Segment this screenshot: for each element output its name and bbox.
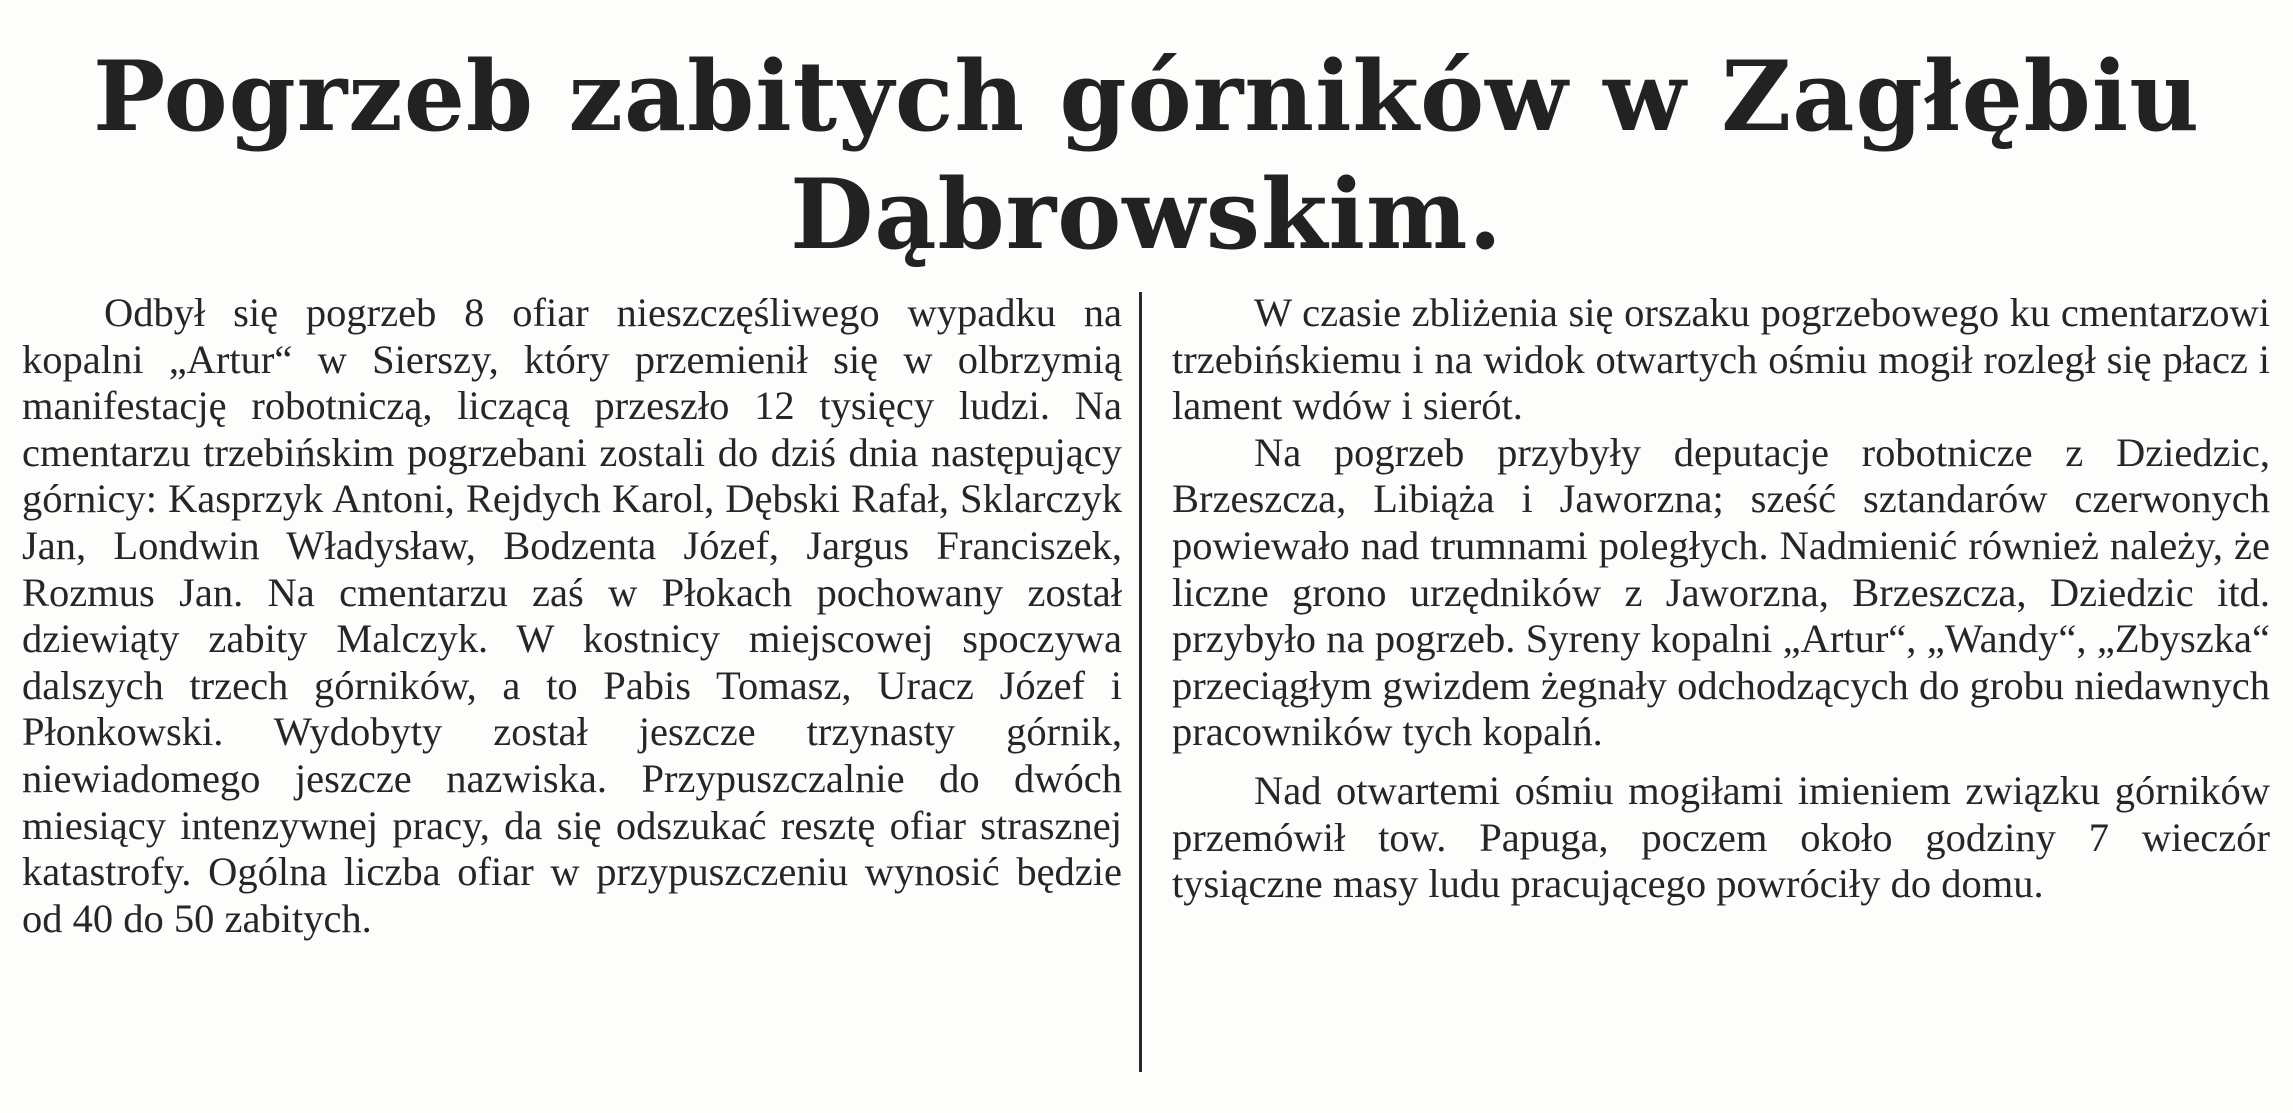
left-paragraph-1: Odbył się pogrzeb 8 ofiar nieszczęśliwego wypadku na kopalni „Artur“ w Sierszy, który przemienił się w olbrzymią manifestację robotniczą, liczącą przeszło 12 tysięcy ludzi. Na cmentarzu trzebińskim pogrzebani zostali do dziś dnia następujący górnicy: Kasprzyk Antoni, Rejdych Karol, Dębski Rafał, Sklarczyk Jan, Londwin Władysław, Bodzenta Józef, Jargus Franciszek, Rozmus Jan. Na cmentarzu zaś w Płokach pochowany został dziewiąty zabity Malczyk. W kostnicy miejscowej spoczywa dalszych trzech górników, a to Pabis Tomasz, Uracz Józef i Płonkowski. Wydobyty został jeszcze trzynasty górnik, niewiadomego jeszcze nazwiska. Przypuszczalnie do dwóch miesiący intenzywnej pracy, da się odszukać resztę ofiar strasznej katastrofy. Ogólna liczba ofiar w przypuszczeniu wynosić będzie od 40 do 50 zabitych. [22, 290, 1122, 941]
right-column [1172, 290, 2270, 908]
headline-line-1: Pogrzeb zabitych górników w Zagłębiu [92, 40, 2201, 153]
right-paragraph-1: W czasie zbliżenia się orszaku pogrzebowego ku cmentarzowi trzebińskiemu i na widok otwartych ośmiu mogił rozległ się płacz i lament wdów i sierót. [1172, 290, 2270, 429]
headline [20, 38, 2273, 274]
right-paragraph-2: Na pogrzeb przybyły deputacje robotnicze z Dziedzic, Brzeszcza, Libiąża i Jaworzna; sześć sztandarów czerwonych powiewało nad trumnami poległych. Nadmienić również należy, że liczne grono urzędników z Jaworzna, Brzeszcza, Dziedzic itd. przybyło na pogrzeb. Syreny kopalni „Artur“, „Wandy“, „Zbyszka“ przeciągłym gwizdem żegnały odchodzących do grobu niedawnych pracowników tych kopalń. [1172, 429, 2270, 755]
left-column [22, 290, 1122, 942]
headline-line-2: Dąbrowskim. [790, 158, 1503, 271]
right-paragraph-3: Nad otwartemi ośmiu mogiłami imieniem związku górników przemówił tow. Papuga, poczem około godziny 7 wieczór tysiączne masy ludu pracującego powróciły do domu. [1172, 767, 2270, 907]
column-divider [1139, 292, 1142, 1072]
